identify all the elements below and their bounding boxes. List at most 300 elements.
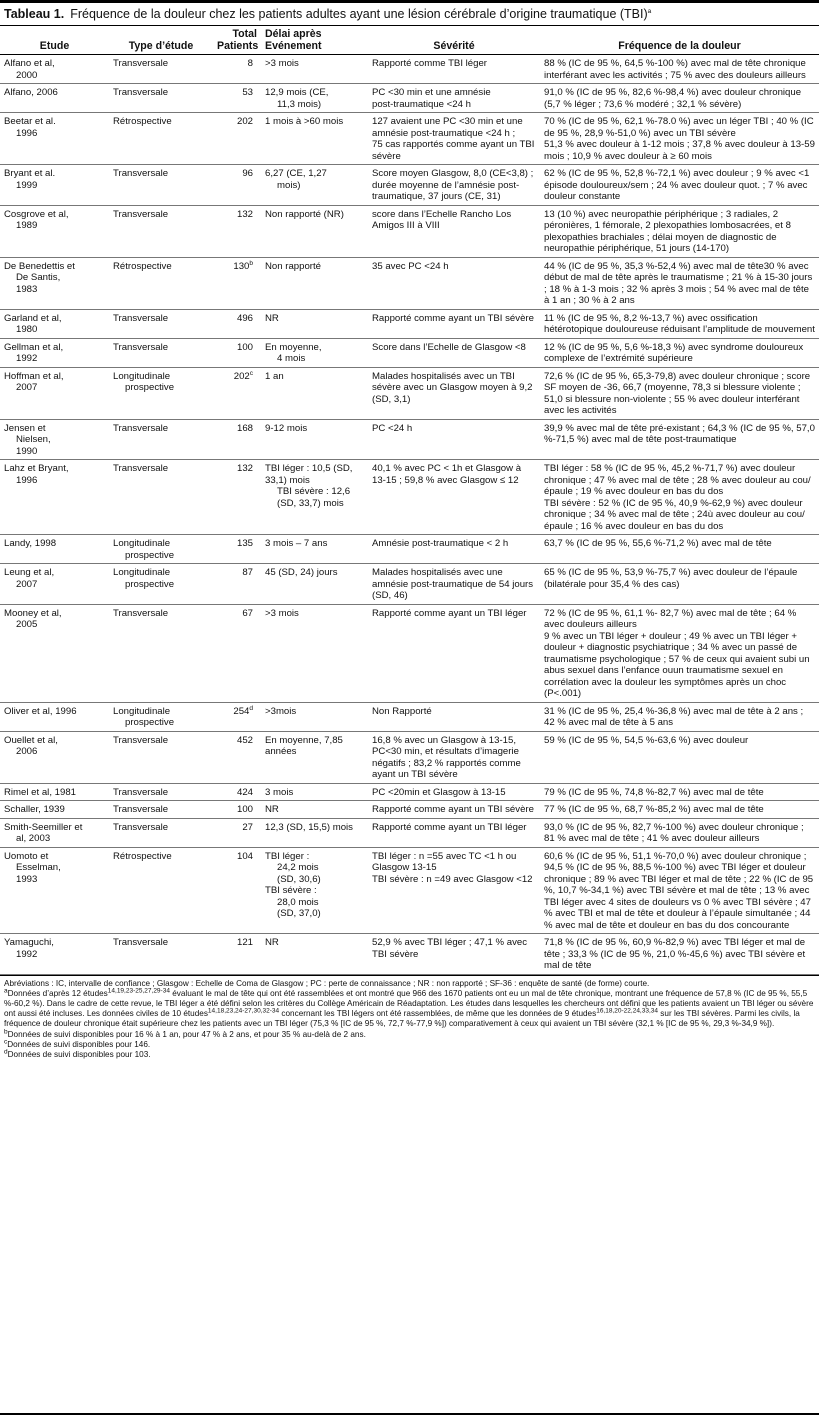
study-name-line: 1999 [16, 179, 38, 191]
total-patients-value: 132 [236, 208, 253, 220]
delay-cell [261, 783, 368, 801]
table-row [0, 731, 819, 783]
study-type-line: Transversale [113, 937, 169, 948]
study-name-line: 2005 [16, 619, 38, 630]
severity-cell [368, 165, 540, 206]
severity-line: 127 avaient une PC <30 min et une amnésie post-traumatique <24 h ; [372, 116, 523, 139]
delay-line: 6,27 (CE, 1,27 [265, 168, 327, 179]
table-row [0, 460, 819, 535]
total-patients-cell [213, 604, 261, 702]
severity-line: Rapporté comme ayant un TBI léger [372, 607, 527, 619]
severity-line: 75 cas rapportés comme ayant un TBI sévère [372, 139, 535, 162]
table-row [0, 419, 819, 460]
study-type-line: Transversale [113, 87, 169, 98]
table-row [0, 934, 819, 975]
delay-line: TBI léger : 10,5 (SD, 33,1) mois [265, 463, 353, 486]
delay-cell [261, 801, 368, 819]
severity-line: PC <30 min et une amnésie [372, 87, 491, 98]
frequency-cell [540, 783, 819, 801]
total-patients-cell [213, 165, 261, 206]
delay-cell [261, 113, 368, 165]
study-name-line: Ouellet et al, [4, 734, 58, 746]
table-label: Tableau 1. [4, 7, 65, 21]
frequency-line: 79 % (IC de 95 %, 74,8 %-82,7 %) avec mal de tête [544, 786, 764, 798]
delay-line: TBI léger : [265, 850, 310, 862]
study-name-line: 1996 [16, 127, 38, 139]
study-name-line: Oliver et al, [4, 705, 53, 717]
severity-line: TBI sévère : n =49 avec Glasgow <12 [372, 873, 533, 885]
table-row [0, 55, 819, 84]
study-name-line: Jensen et [4, 422, 46, 434]
frequency-cell [540, 702, 819, 731]
total-patients-value: 8 [247, 58, 253, 69]
severity-cell [368, 113, 540, 165]
table-title: Fréquence de la douleur chez les patients adultes ayant une lésion cérébrale d’origine traumatique (TBI) [70, 7, 648, 21]
delay-line: NR [265, 937, 279, 948]
study-name-line: 2000 [16, 69, 38, 81]
total-patients-value: 202 [233, 370, 250, 382]
note-abbreviations: Abréviations : IC, intervalle de confiance ; Glasgow : Echelle de Coma de Glasgow ; PC : perte de connaissance ; NR : non rapporté ; SF-36 : enquête de santé (de forme) courte. [4, 978, 650, 988]
study-name-line: Alfano et al, [4, 58, 55, 69]
severity-cell [368, 604, 540, 702]
study-cell [0, 731, 109, 783]
severity-line: PC <20min et Glasgow à 13-15 [372, 786, 506, 798]
frequency-cell [540, 818, 819, 847]
study-name-line: 2003 [26, 833, 51, 844]
study-type-cell [109, 535, 213, 564]
study-type-cell [109, 460, 213, 535]
study-type-line: Longitudinale [113, 538, 171, 549]
frequency-line: TBI léger : 58 % (IC de 95 %, 45,2 %-71,7 %) avec douleur chronique ; 47 % avec mal de tête ; 28 % avec douleur au cou/épaule ; 19 % avec douleur en bas du dos [544, 463, 811, 497]
total-patients-cell [213, 113, 261, 165]
header-delay: Délai après Evénement [261, 26, 368, 55]
delay-line: 11,3 mois) [277, 98, 322, 110]
delay-line: 3 mois – 7 ans [265, 538, 328, 549]
study-type-cell [109, 309, 213, 338]
header-type: Type d’étude [109, 26, 213, 55]
study-cell [0, 205, 109, 257]
frequency-cell [540, 460, 819, 535]
study-type-cell [109, 934, 213, 975]
severity-line: 52,9 % avec TBI léger ; 47,1 % avec TBI sévère [372, 937, 528, 960]
header-total: Total Patients [213, 26, 261, 55]
delay-line: >3 mois [265, 607, 299, 619]
delay-line: Non rapporté (NR) [265, 208, 344, 220]
table-row [0, 847, 819, 934]
study-name-line: Garland et al, [4, 312, 62, 324]
study-name-line: Mooney et al, [4, 607, 62, 619]
table-body [0, 55, 819, 975]
study-name-line: 1992 [16, 948, 38, 960]
study-type-line: prospective [125, 578, 175, 590]
study-name-line: Leung et al, [4, 567, 55, 578]
study-cell [0, 801, 109, 819]
study-name-line: 1992 [16, 353, 38, 364]
severity-line: Non Rapporté [372, 705, 432, 717]
delay-line: >3 mois [265, 58, 299, 69]
study-type-cell [109, 604, 213, 702]
study-type-line: Transversale [113, 804, 169, 815]
table-row [0, 604, 819, 702]
total-patients-cell [213, 84, 261, 113]
table-row [0, 818, 819, 847]
severity-cell [368, 338, 540, 367]
study-type-line: Transversale [113, 734, 169, 746]
study-cell [0, 535, 109, 564]
study-type-cell [109, 55, 213, 84]
delay-line: 3 mois [265, 786, 294, 798]
severity-cell [368, 257, 540, 309]
total-patients-cell [213, 731, 261, 783]
severity-cell [368, 535, 540, 564]
delay-cell [261, 309, 368, 338]
severity-cell [368, 702, 540, 731]
study-name-line: 1989 [16, 220, 38, 231]
frequency-line: 88 % (IC de 95 %, 64,5 %-100 %) avec mal de tête chronique interférant avec les activités ; 75 % avec des douleurs ailleurs [544, 58, 806, 81]
table-title-footnote-mark: a [647, 7, 652, 15]
frequency-line: 72 % (IC de 95 %, 61,1 %- 82,7 %) avec mal de tête ; 64 % avec douleurs ailleurs [544, 607, 797, 630]
delay-cell [261, 419, 368, 460]
table-row [0, 338, 819, 367]
frequency-line: TBI sévère : 52 % (IC de 95 %, 40,9 %-62,9 %) avec douleur chronique ; 34 % avec mal de tête ; 24ù avec douleur au cou/épaule ; 16 % avec douleur en bas du dos [544, 497, 805, 532]
study-name-line: 1981 [51, 786, 76, 798]
total-patients-value: 452 [236, 734, 253, 746]
study-name-line: Uomoto et [4, 850, 49, 862]
severity-cell [368, 801, 540, 819]
frequency-cell [540, 367, 819, 419]
frequency-line: 63,7 % (IC de 95 %, 55,6 %-71,2 %) avec mal de tête [544, 538, 772, 549]
study-name-line: 2006 [33, 87, 58, 98]
total-patients-cell [213, 702, 261, 731]
study-type-cell [109, 419, 213, 460]
frequency-line: 44 % (IC de 95 %, 35,3 %-52,4 %) avec mal de tête30 % avec début de mal de tête après le traumatisme ; 21 % à 15-30 jours ; 18 % à 1-3 mois ; 32 % après 3 mois ; 54 % avec mal de tête à 1 an ; 30 % à 2 ans [544, 260, 813, 306]
severity-cell [368, 934, 540, 975]
delay-line: 24,2 mois [277, 862, 319, 873]
total-patients-cell [213, 309, 261, 338]
frequency-line: 91,0 % (IC de 95 %, 82,6 %-98,4 %) avec douleur chronique (5,7 % léger ; 73,6 % modéré ; 32,1 % sévère) [544, 87, 802, 110]
delay-cell [261, 338, 368, 367]
delay-cell [261, 205, 368, 257]
study-cell [0, 113, 109, 165]
study-name-line: 2007 [16, 578, 38, 590]
table-row [0, 165, 819, 206]
study-cell [0, 338, 109, 367]
severity-cell [368, 419, 540, 460]
study-cell [0, 934, 109, 975]
table-row [0, 564, 819, 605]
delay-line: NR [265, 804, 279, 815]
study-name-line: 2006 [16, 746, 38, 757]
total-patients-value: 424 [236, 786, 253, 798]
total-patients-cell [213, 205, 261, 257]
delay-cell [261, 367, 368, 419]
total-patients-value: 100 [236, 341, 253, 353]
table-caption [0, 0, 819, 26]
table-row [0, 702, 819, 731]
study-type-line: Transversale [113, 312, 169, 324]
total-patients-value: 67 [242, 607, 253, 619]
total-patients-value: 53 [242, 87, 253, 98]
delay-cell [261, 847, 368, 934]
study-cell [0, 818, 109, 847]
delay-line: TBI sévère : 12,6 (SD, 33,7) mois [277, 486, 351, 509]
frequency-cell [540, 419, 819, 460]
severity-line: Rapporté comme TBI léger [372, 58, 487, 69]
total-patients-footnote: c [249, 369, 253, 377]
severity-cell [368, 309, 540, 338]
frequency-line: 51,3 % avec douleur à 1-12 mois ; 37,8 % avec douleur à 13-59 mois ; 10,9 % avec douleur à ≥ 60 mois [544, 139, 815, 162]
severity-line: Amnésie post-traumatique < 2 h [372, 538, 509, 549]
severity-cell [368, 564, 540, 605]
header-frequency: Fréquence de la douleur [540, 26, 819, 55]
severity-cell [368, 460, 540, 535]
total-patients-value: 96 [242, 168, 253, 179]
delay-cell [261, 535, 368, 564]
frequency-cell [540, 309, 819, 338]
study-name-line: Gellman et al, [4, 341, 64, 353]
study-type-cell [109, 113, 213, 165]
study-type-line: Transversale [113, 58, 169, 69]
frequency-cell [540, 257, 819, 309]
table-row [0, 205, 819, 257]
severity-line: Rapporté comme ayant un TBI sévère [372, 804, 534, 815]
study-cell [0, 55, 109, 84]
frequency-cell [540, 84, 819, 113]
total-patients-value: 132 [236, 463, 253, 474]
frequency-line: 39,9 % avec mal de tête pré-existant ; 64,3 % (IC de 95 %, 57,0 %-71,5 %) avec mal de tête post-traumatique [544, 422, 815, 445]
study-type-line: Longitudinale [113, 567, 171, 578]
frequency-line: 12 % (IC de 95 %, 5,6 %-18,3 %) avec syndrome douloureux complexe de l’extrémité supérieure [544, 341, 804, 364]
study-name-line: Alfano, [4, 87, 34, 98]
severity-line: PC <24 h [372, 422, 413, 434]
total-patients-cell [213, 419, 261, 460]
frequency-line: 60,6 % (IC de 95 %, 51,1 %-70,0 %) avec douleur chronique ; 94,5 % (IC de 95 %, 88,5 %-100 %) avec TBI léger et douleur chronique ; 89 % avec TBI léger et mal de tête ; 22 % (IC de 95 %, 10,7 %-34,1 %) avec TBI sévère et mal de tête ; 13 % avec TBI léger avec 4 sites de douleurs vs 0 % avec TBI sévère ; 47 % avec TBI et mal de tête et douleur à l’épaule simultanée ; 44 % avec mal de tête et douleur en bas du dos concourante [544, 850, 814, 931]
delay-line: 12,3 (SD, 15,5) mois [265, 821, 353, 833]
header-severity: Sévérité [368, 26, 540, 55]
delay-cell [261, 604, 368, 702]
study-name-line: 2007 [16, 382, 38, 393]
study-name-line: Beetar et al. [4, 116, 56, 127]
frequency-line: 93,0 % (IC de 95 %, 82,7 %-100 %) avec douleur chronique ; 81 % avec mal de tête ; 41 % avec douleur ailleurs [544, 821, 804, 844]
study-cell [0, 419, 109, 460]
study-cell [0, 84, 109, 113]
delay-line: 4 mois [277, 353, 306, 364]
study-type-cell [109, 783, 213, 801]
severity-line: Malades hospitalisés avec une amnésie post-traumatique de 54 jours (SD, 46) [372, 567, 534, 601]
total-patients-footnote: b [249, 259, 253, 267]
total-patients-value: 254 [233, 705, 250, 717]
frequency-cell [540, 934, 819, 975]
frequency-cell [540, 604, 819, 702]
frequency-cell [540, 731, 819, 783]
severity-line: Score moyen Glasgow, 8,0 (CE<3,8) ; durée moyenne de l’amnésie post-traumatique, 37 jours (CE, 31) [372, 168, 534, 202]
study-type-cell [109, 801, 213, 819]
table-header-row [0, 26, 819, 55]
study-type-cell [109, 702, 213, 731]
delay-line: 1 mois à >60 mois [265, 116, 344, 127]
delay-line: En moyenne, [265, 341, 322, 353]
study-type-line: Transversale [113, 463, 169, 474]
study-name-line: Yamaguchi, [4, 937, 54, 948]
study-name-line: 1983 [16, 283, 38, 295]
total-patients-value: 104 [236, 850, 253, 862]
study-name-line: 1939 [40, 804, 65, 815]
note-c: $^c$Données de suivi disponibles pour 146. [4, 1037, 151, 1049]
study-name-line: De Benedettis et [4, 260, 75, 272]
total-patients-value: 121 [236, 937, 253, 948]
frequency-line: 11 % (IC de 95 %, 8,2 %-13,7 %) avec ossification hétérotopique douloureuse réduisant l’amplitude de mouvement [544, 312, 815, 335]
study-type-line: Transversale [113, 821, 169, 833]
table-row [0, 257, 819, 309]
frequency-line: 59 % (IC de 95 %, 54,5 %-63,6 %) avec douleur [544, 734, 749, 746]
delay-cell [261, 165, 368, 206]
study-name-line: 1990 [16, 445, 38, 457]
frequency-cell [540, 338, 819, 367]
study-cell [0, 847, 109, 934]
study-type-line: Transversale [113, 422, 169, 434]
delay-line: 12,9 mois (CE, [265, 87, 329, 98]
total-patients-value: 135 [236, 538, 253, 549]
table-row [0, 367, 819, 419]
severity-line: Rapporté comme ayant un TBI sévère [372, 312, 534, 324]
delay-line: (SD, 30,6) [277, 873, 321, 885]
study-type-cell [109, 165, 213, 206]
delay-cell [261, 934, 368, 975]
frequency-cell [540, 55, 819, 84]
frequency-cell [540, 564, 819, 605]
study-name-line: Nielsen, [16, 434, 51, 445]
delay-line: TBI sévère : [265, 885, 317, 896]
frequency-line: 77 % (IC de 95 %, 68,7 %-85,2 %) avec mal de tête [544, 804, 764, 815]
delay-line: >3mois [265, 705, 297, 717]
total-patients-value: 496 [236, 312, 253, 324]
study-cell [0, 165, 109, 206]
header-study: Etude [0, 26, 109, 55]
frequency-cell [540, 165, 819, 206]
study-name-line: Hoffman et al, [4, 370, 64, 382]
pain-frequency-table [0, 26, 819, 975]
study-name-line: 1980 [16, 324, 38, 335]
study-type-line: Rétrospective [113, 850, 172, 862]
total-patients-cell [213, 847, 261, 934]
severity-line: score dans l’Echelle Rancho Los Amigos III à VIII [372, 208, 512, 231]
study-name-line: Rimel et al, [4, 786, 52, 798]
severity-line: TBI léger : n =55 avec TC <1 h ou Glasgow 13-15 [372, 850, 517, 873]
frequency-cell [540, 535, 819, 564]
total-patients-value: 87 [242, 567, 253, 578]
frequency-line: 70 % (IC de 95 %, 62,1 %-78.0 %) avec un léger TBI ; 40 % (IC de 95 %, 28,9 %-51,0 %) avec un TBI sévère [544, 116, 814, 139]
delay-line: En moyenne, 7,85 années [265, 734, 343, 757]
frequency-line: 62 % (IC de 95 %, 52,8 %-72,1 %) avec douleur ; 9 % avec <1 épisode douloureux/sem ; 24 % avec douleur quot. ; 7 % avec douleur constante [544, 168, 810, 202]
severity-line: 40,1 % avec PC < 1h et Glasgow à 13-15 ; 59,8 % avec Glasgow ≤ 12 [372, 463, 522, 486]
table-row [0, 309, 819, 338]
delay-cell [261, 731, 368, 783]
study-name-line: 1996 [52, 705, 77, 717]
study-type-cell [109, 84, 213, 113]
note-d: $^d$Données de suivi disponibles pour 103. [4, 1048, 151, 1059]
severity-cell [368, 84, 540, 113]
total-patients-cell [213, 460, 261, 535]
frequency-line: 31 % (IC de 95 %, 25,4 %-36,8 %) avec mal de tête à 2 ans ; 42 % avec mal de tête à 5 ans [544, 705, 804, 728]
delay-line: 9-12 mois [265, 422, 308, 434]
severity-cell [368, 847, 540, 934]
frequency-cell [540, 205, 819, 257]
delay-cell [261, 818, 368, 847]
study-type-cell [109, 257, 213, 309]
delay-cell [261, 702, 368, 731]
severity-cell [368, 205, 540, 257]
table-row [0, 783, 819, 801]
severity-line: 35 avec PC <24 h [372, 260, 449, 272]
table-row [0, 84, 819, 113]
table-row [0, 113, 819, 165]
severity-cell [368, 367, 540, 419]
study-type-line: Transversale [113, 168, 169, 179]
study-type-cell [109, 205, 213, 257]
severity-cell [368, 731, 540, 783]
frequency-line: 71,8 % (IC de 95 %, 60,9 %-82,9 %) avec TBI léger et mal de tête ; 33,3 % (IC de 95 %, 21,0 %-45,6 %) avec TBI sévère et mal de tête [544, 937, 806, 971]
delay-line: 1 an [265, 370, 284, 382]
note-b: $^b$Données de suivi disponibles pour 16 % à 1 an, pour 47 % à 2 ans, et pour 35 % au-delà de 2 ans. [4, 1027, 366, 1039]
total-patients-cell [213, 535, 261, 564]
study-name-line: Esselman, [16, 862, 61, 873]
total-patients-value: 27 [242, 821, 253, 833]
frequency-cell [540, 847, 819, 934]
study-cell [0, 783, 109, 801]
study-name-line: Schaller, [4, 804, 41, 815]
severity-line: Malades hospitalisés avec un TBI sévère avec un Glasgow moyen à 9,2 (SD, 3,1) [372, 370, 533, 405]
study-type-cell [109, 731, 213, 783]
study-cell [0, 604, 109, 702]
study-name-line: Lahz et Bryant, [4, 463, 69, 474]
severity-line: Rapporté comme ayant un TBI léger [372, 821, 527, 833]
study-type-line: Transversale [113, 607, 169, 619]
study-type-line: Rétrospective [113, 260, 172, 272]
table-row [0, 535, 819, 564]
study-type-line: Rétrospective [113, 116, 172, 127]
total-patients-cell [213, 367, 261, 419]
study-type-cell [109, 847, 213, 934]
study-type-cell [109, 818, 213, 847]
study-name-line: Cosgrove et al, [4, 208, 69, 220]
total-patients-value: 168 [236, 422, 253, 434]
study-name-line: 1993 [16, 873, 38, 885]
delay-cell [261, 84, 368, 113]
delay-line: NR [265, 312, 279, 324]
table-notes [0, 975, 819, 1061]
study-cell [0, 564, 109, 605]
study-type-cell [109, 367, 213, 419]
frequency-line: 9 % avec un TBI léger + douleur ; 49 % avec un TBI léger + douleur + diagnostic psychiatrique ; 34 % avec un passé de traumatisme psychologique ; 57 % de ceux qui avaient subi un abus sexuel dans l’enfance ouun traumatisme sexuel en corrélation avec la douleur les symptômes après un choc (P<.001) [544, 630, 810, 699]
study-name-line: 1998 [32, 538, 57, 549]
delay-line: 28,0 mois [277, 896, 319, 908]
delay-cell [261, 257, 368, 309]
study-type-cell [109, 338, 213, 367]
total-patients-value: 130 [233, 260, 250, 272]
delay-cell [261, 564, 368, 605]
total-patients-cell [213, 818, 261, 847]
severity-line: Score dans l’Echelle de Glasgow <8 [372, 341, 526, 353]
delay-line: Non rapporté [265, 260, 321, 272]
frequency-cell [540, 113, 819, 165]
frequency-line: 13 (10 %) avec neuropathie périphérique ; 3 radiales, 2 péronières, 1 fémorale, 2 plexopathies lombosacrées, et 8 plexopathies brachiales ; délai moyen de diagnostic de neuropathie périphérique, 51 jours (14-170) [544, 208, 791, 254]
study-type-cell [109, 564, 213, 605]
study-name-line: De Santis, [16, 272, 61, 283]
delay-cell [261, 460, 368, 535]
delay-line: (SD, 37,0) [277, 908, 321, 919]
total-patients-cell [213, 934, 261, 975]
study-type-line: Longitudinale [113, 370, 171, 382]
